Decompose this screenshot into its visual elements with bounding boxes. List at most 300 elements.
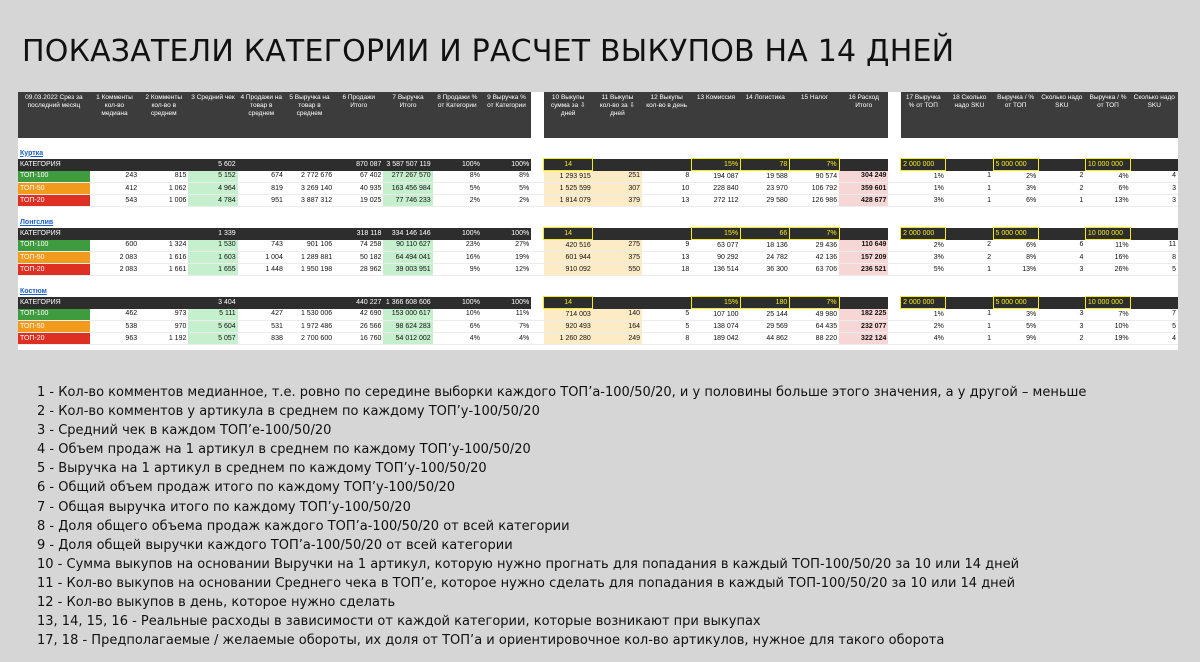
gap-cell xyxy=(888,297,900,309)
table-cell: 1 603 xyxy=(188,252,237,264)
category-empty xyxy=(593,228,642,240)
table-cell: 67 402 xyxy=(334,171,383,183)
section-title: Куртка xyxy=(20,149,44,157)
table-cell: 6% xyxy=(993,240,1038,252)
gap-cell xyxy=(888,159,900,171)
note-line: 11 - Кол-во выкупов на основании Среднего чека в ТОП’е, которое нужно сделать для попадания в каждый ТОП-100/50/20 за 10 или 14 дней xyxy=(37,575,1016,591)
table-cell: 9 xyxy=(642,240,691,252)
category-target3: 10 000 000 xyxy=(1085,228,1130,240)
table-cell: 951 xyxy=(238,195,285,207)
table-cell: 2 xyxy=(946,252,993,264)
metrics-table xyxy=(18,92,1178,345)
row-label: ТОП-50 xyxy=(18,183,90,195)
table-cell: 1 616 xyxy=(139,252,188,264)
section-title: Лонгслив xyxy=(20,218,54,226)
table-cell: 7 xyxy=(1131,309,1178,321)
table-cell: 16% xyxy=(433,252,482,264)
category-commission-pct: 15% xyxy=(691,159,740,171)
column-header: 4 Продажи на товар в среднем xyxy=(238,92,285,138)
category-empty xyxy=(642,228,691,240)
table-cell: 7% xyxy=(1085,309,1130,321)
row-label: ТОП-100 xyxy=(18,171,90,183)
category-target1: 2 000 000 xyxy=(901,159,946,171)
table-cell: 5 xyxy=(1131,264,1178,276)
table-cell: 126 986 xyxy=(790,195,839,207)
table-cell: 63 706 xyxy=(790,264,839,276)
table-cell: 2% xyxy=(901,321,946,333)
category-empty xyxy=(238,297,285,309)
table-cell: 1 448 xyxy=(238,264,285,276)
table-row xyxy=(18,333,1178,345)
gap-cell xyxy=(531,297,543,309)
table-cell: 4 xyxy=(1131,333,1178,345)
category-logistics: 78 xyxy=(741,159,790,171)
category-revenue-pct: 100% xyxy=(482,228,531,240)
table-cell: 910 092 xyxy=(544,264,593,276)
gap-cell xyxy=(531,309,543,321)
blank xyxy=(139,213,1178,228)
section-title: Костюм xyxy=(20,287,47,295)
column-header: Выручка / % от ТОП xyxy=(1085,92,1130,138)
table-cell: 39 003 951 xyxy=(383,264,432,276)
column-header: 6 Продажи Итого xyxy=(334,92,383,138)
table-cell: 5% xyxy=(901,264,946,276)
table-cell: 2% xyxy=(433,195,482,207)
table-cell: 236 521 xyxy=(839,264,888,276)
gap-cell xyxy=(888,228,900,240)
table-cell: 10% xyxy=(1085,321,1130,333)
section-title-row xyxy=(18,282,1178,297)
table-cell: 18 136 xyxy=(741,240,790,252)
table-cell: 42 136 xyxy=(790,252,839,264)
table-cell: 8 xyxy=(642,333,691,345)
gap-cell xyxy=(888,309,900,321)
table-cell: 1 289 881 xyxy=(285,252,334,264)
table-cell: 88 220 xyxy=(790,333,839,345)
table-cell: 4 xyxy=(1038,252,1085,264)
category-tax-pct: 7% xyxy=(790,297,839,309)
table-cell: 9% xyxy=(433,264,482,276)
category-empty xyxy=(90,297,139,309)
category-tax-pct: 7% xyxy=(790,159,839,171)
blank xyxy=(139,144,1178,159)
table-cell: 3% xyxy=(901,252,946,264)
table-cell: 379 xyxy=(593,195,642,207)
table-cell: 29 580 xyxy=(741,195,790,207)
category-sales-total: 870 087 xyxy=(334,159,383,171)
table-cell: 4% xyxy=(433,333,482,345)
table-cell: 1 293 915 xyxy=(544,171,593,183)
table-cell: 5 152 xyxy=(188,171,237,183)
table-cell: 11 xyxy=(1131,240,1178,252)
column-header: Сколько надо SKU xyxy=(1131,92,1178,138)
table-cell: 359 601 xyxy=(839,183,888,195)
category-logistics: 66 xyxy=(741,228,790,240)
category-empty xyxy=(1131,159,1178,171)
category-label: КАТЕГОРИЯ xyxy=(18,228,90,240)
gap-cell xyxy=(888,240,900,252)
column-header: Выручка / % от ТОП xyxy=(993,92,1038,138)
category-days: 14 xyxy=(544,228,593,240)
table-cell: 4% xyxy=(482,333,531,345)
category-row xyxy=(18,228,1178,240)
note-line: 13, 14, 15, 16 - Реальные расходы в зависимости от каждой категории, которые возникают при выкупах xyxy=(37,614,761,630)
gap-cell xyxy=(531,171,543,183)
table-cell: 2 700 600 xyxy=(285,333,334,345)
gap-cell xyxy=(531,195,543,207)
table-cell: 3% xyxy=(993,309,1038,321)
table-cell: 4% xyxy=(1085,171,1130,183)
category-commission-pct: 15% xyxy=(691,297,740,309)
table-cell: 322 124 xyxy=(839,333,888,345)
category-row xyxy=(18,159,1178,171)
category-empty xyxy=(642,159,691,171)
category-days: 14 xyxy=(544,159,593,171)
table-cell: 182 225 xyxy=(839,309,888,321)
column-header: 7 Выручка Итого xyxy=(383,92,432,138)
table-cell: 8 xyxy=(642,171,691,183)
column-header: 8 Продажи % от Категории xyxy=(433,92,482,138)
table-cell: 77 746 233 xyxy=(383,195,432,207)
table-cell: 2 083 xyxy=(90,264,139,276)
table-cell: 12% xyxy=(482,264,531,276)
table-cell: 1 xyxy=(946,264,993,276)
spreadsheet xyxy=(18,92,1178,350)
table-row xyxy=(18,183,1178,195)
category-sales-pct: 100% xyxy=(433,228,482,240)
table-cell: 1 xyxy=(946,321,993,333)
table-cell: 106 792 xyxy=(790,183,839,195)
table-cell: 3% xyxy=(901,195,946,207)
table-cell: 42 690 xyxy=(334,309,383,321)
category-revenue-total: 334 146 146 xyxy=(383,228,432,240)
column-header: 12 Выкупы кол-во в день xyxy=(642,92,691,138)
table-cell: 1 525 599 xyxy=(544,183,593,195)
table-cell: 1 xyxy=(946,195,993,207)
row-label: ТОП-100 xyxy=(18,240,90,252)
table-cell: 23 970 xyxy=(741,183,790,195)
table-cell: 6% xyxy=(1085,183,1130,195)
table-row xyxy=(18,195,1178,207)
gap-cell xyxy=(531,159,543,171)
header-row xyxy=(18,92,1178,138)
table-cell: 8% xyxy=(482,171,531,183)
table-cell: 13 xyxy=(642,195,691,207)
column-header: 1 Комменты кол-во медиана xyxy=(90,92,139,138)
category-sales-pct: 100% xyxy=(433,159,482,171)
category-empty xyxy=(946,159,993,171)
table-cell: 4 xyxy=(1131,171,1178,183)
table-cell: 819 xyxy=(238,183,285,195)
table-cell: 140 xyxy=(593,309,642,321)
table-cell: 23% xyxy=(433,240,482,252)
category-avg-check: 5 602 xyxy=(188,159,237,171)
note-line: 8 - Доля общего объема продаж каждого ТОП’а-100/50/20 от всей категории xyxy=(37,518,570,534)
table-cell: 29 569 xyxy=(741,321,790,333)
gap-cell xyxy=(888,252,900,264)
table-cell: 8% xyxy=(433,171,482,183)
column-header: 3 Средний чек xyxy=(188,92,237,138)
table-cell: 9% xyxy=(993,333,1038,345)
table-cell: 420 516 xyxy=(544,240,593,252)
table-cell: 3 xyxy=(1131,195,1178,207)
category-empty xyxy=(90,159,139,171)
category-target3: 10 000 000 xyxy=(1085,159,1130,171)
gap-cell xyxy=(531,228,543,240)
table-cell: 838 xyxy=(238,333,285,345)
row-label: ТОП-20 xyxy=(18,195,90,207)
gap-cell xyxy=(531,252,543,264)
table-cell: 815 xyxy=(139,171,188,183)
table-cell: 2% xyxy=(901,240,946,252)
category-empty xyxy=(139,228,188,240)
table-cell: 19% xyxy=(482,252,531,264)
category-empty xyxy=(946,297,993,309)
table-row xyxy=(18,240,1178,252)
category-sales-total: 440 227 xyxy=(334,297,383,309)
table-cell: 1 192 xyxy=(139,333,188,345)
gap-cell xyxy=(531,333,543,345)
table-cell: 1 004 xyxy=(238,252,285,264)
category-empty xyxy=(285,228,334,240)
table-cell: 19 025 xyxy=(334,195,383,207)
category-empty xyxy=(1038,228,1085,240)
table-cell: 1 530 xyxy=(188,240,237,252)
table-cell: 5% xyxy=(482,183,531,195)
category-label: КАТЕГОРИЯ xyxy=(18,159,90,171)
category-empty xyxy=(139,159,188,171)
blank xyxy=(139,282,1178,297)
table-cell: 11% xyxy=(482,309,531,321)
category-revenue-total: 3 587 507 119 xyxy=(383,159,432,171)
table-cell: 901 106 xyxy=(285,240,334,252)
gap-cell xyxy=(531,183,543,195)
category-empty xyxy=(238,159,285,171)
row-label: ТОП-50 xyxy=(18,321,90,333)
column-header: Сколько надо SKU xyxy=(1038,92,1085,138)
table-cell: 6 xyxy=(1038,240,1085,252)
table-cell: 3 xyxy=(1038,309,1085,321)
row-label: ТОП-100 xyxy=(18,309,90,321)
table-cell: 64 494 041 xyxy=(383,252,432,264)
category-row xyxy=(18,297,1178,309)
legend-notes xyxy=(37,383,1187,650)
note-line: 2 - Кол-во комментов у артикула в среднем по каждому ТОП’у-100/50/20 xyxy=(37,404,540,420)
table-cell: 601 944 xyxy=(544,252,593,264)
table-cell: 2 xyxy=(946,240,993,252)
table-cell: 6% xyxy=(993,195,1038,207)
category-tax-pct: 7% xyxy=(790,228,839,240)
gap-cell xyxy=(888,333,900,345)
table-cell: 7% xyxy=(482,321,531,333)
table-cell: 64 435 xyxy=(790,321,839,333)
table-cell: 194 087 xyxy=(691,171,740,183)
table-cell: 5 xyxy=(642,321,691,333)
note-line: 4 - Объем продаж на 1 артикул в среднем по каждому ТОП’у-100/50/20 xyxy=(37,442,531,458)
table-cell: 973 xyxy=(139,309,188,321)
table-cell: 189 042 xyxy=(691,333,740,345)
category-logistics: 180 xyxy=(741,297,790,309)
table-cell: 1 260 280 xyxy=(544,333,593,345)
section-title-row xyxy=(18,144,1178,159)
table-cell: 19% xyxy=(1085,333,1130,345)
table-cell: 412 xyxy=(90,183,139,195)
table-cell: 272 112 xyxy=(691,195,740,207)
table-cell: 1 xyxy=(946,183,993,195)
table-cell: 1 661 xyxy=(139,264,188,276)
category-empty xyxy=(839,297,888,309)
table-cell: 16% xyxy=(1085,252,1130,264)
note-line: 9 - Доля общей выручки каждого ТОП’а-100/50/20 от всей категории xyxy=(37,537,513,553)
row-label: ТОП-50 xyxy=(18,252,90,264)
category-empty xyxy=(593,297,642,309)
table-cell: 36 300 xyxy=(741,264,790,276)
table-cell: 138 074 xyxy=(691,321,740,333)
table-cell: 963 xyxy=(90,333,139,345)
column-header: 10 Выкупы сумма за ⇩ дней xyxy=(544,92,593,138)
category-empty xyxy=(946,228,993,240)
column-header: 13 Комиссия xyxy=(691,92,740,138)
category-target3: 10 000 000 xyxy=(1085,297,1130,309)
table-cell: 1 972 486 xyxy=(285,321,334,333)
column-header: 5 Выручка на товар в среднем xyxy=(285,92,334,138)
table-cell: 63 077 xyxy=(691,240,740,252)
table-cell: 5% xyxy=(433,183,482,195)
table-cell: 1 xyxy=(946,333,993,345)
table-cell: 28 962 xyxy=(334,264,383,276)
table-cell: 714 003 xyxy=(544,309,593,321)
table-cell: 550 xyxy=(593,264,642,276)
table-cell: 3% xyxy=(993,183,1038,195)
category-target2: 5 000 000 xyxy=(993,297,1038,309)
table-cell: 2% xyxy=(482,195,531,207)
column-header: 14 Логистика xyxy=(741,92,790,138)
category-empty xyxy=(593,159,642,171)
gap-cell xyxy=(888,264,900,276)
table-cell: 1% xyxy=(901,309,946,321)
table-cell: 5 604 xyxy=(188,321,237,333)
gap-cell xyxy=(531,321,543,333)
table-cell: 10% xyxy=(433,309,482,321)
category-target2: 5 000 000 xyxy=(993,228,1038,240)
table-cell: 243 xyxy=(90,171,139,183)
note-line: 17, 18 - Предполагаемые / желаемые обороты, их доля от ТОП’а и ориентировочное кол-во артикулов, нужное для такого оборота xyxy=(37,633,945,649)
page-title: ПОКАЗАТЕЛИ КАТЕГОРИИ И РАСЧЕТ ВЫКУПОВ НА 14 ДНЕЙ xyxy=(22,34,955,69)
table-cell: 5% xyxy=(993,321,1038,333)
table-cell: 251 xyxy=(593,171,642,183)
category-label: КАТЕГОРИЯ xyxy=(18,297,90,309)
category-empty xyxy=(839,159,888,171)
category-empty xyxy=(238,228,285,240)
gap-cell xyxy=(888,171,900,183)
table-cell: 26% xyxy=(1085,264,1130,276)
category-empty xyxy=(642,297,691,309)
category-target1: 2 000 000 xyxy=(901,297,946,309)
table-cell: 16 760 xyxy=(334,333,383,345)
table-cell: 29 436 xyxy=(790,240,839,252)
table-cell: 1 xyxy=(946,171,993,183)
table-row xyxy=(18,264,1178,276)
note-line: 12 - Кол-во выкупов в день, которое нужно сделать xyxy=(37,595,396,611)
note-line: 10 - Сумма выкупов на основании Выручки на 1 артикул, которую нужно прогнать для попадания в каждый ТОП-100/50/20 за 10 или 14 дней xyxy=(37,556,1020,572)
table-cell: 13% xyxy=(993,264,1038,276)
table-cell: 3 xyxy=(1038,321,1085,333)
table-cell: 24 782 xyxy=(741,252,790,264)
gap-cell xyxy=(888,92,900,138)
table-row xyxy=(18,171,1178,183)
table-cell: 90 292 xyxy=(691,252,740,264)
table-cell: 164 xyxy=(593,321,642,333)
note-line: 5 - Выручка на 1 артикул в среднем по каждому ТОП’у-100/50/20 xyxy=(37,461,487,477)
table-cell: 3 887 312 xyxy=(285,195,334,207)
note-line: 3 - Средний чек в каждом ТОП’е-100/50/20 xyxy=(37,423,332,439)
table-cell: 543 xyxy=(90,195,139,207)
table-cell: 163 456 984 xyxy=(383,183,432,195)
table-cell: 54 012 002 xyxy=(383,333,432,345)
table-cell: 600 xyxy=(90,240,139,252)
category-avg-check: 1 339 xyxy=(188,228,237,240)
table-cell: 1 xyxy=(946,309,993,321)
table-cell: 5 111 xyxy=(188,309,237,321)
category-revenue-pct: 100% xyxy=(482,297,531,309)
section-title-row xyxy=(18,213,1178,228)
table-cell: 13 xyxy=(642,252,691,264)
table-cell: 90 574 xyxy=(790,171,839,183)
column-header: 18 Сколько надо SKU xyxy=(946,92,993,138)
table-cell: 157 209 xyxy=(839,252,888,264)
table-cell: 4% xyxy=(901,333,946,345)
gap-cell xyxy=(531,264,543,276)
table-cell: 2 xyxy=(1038,171,1085,183)
category-target1: 2 000 000 xyxy=(901,228,946,240)
note-line: 6 - Общий объем продаж итого по каждому ТОП’у-100/50/20 xyxy=(37,480,456,496)
row-label: ТОП-20 xyxy=(18,264,90,276)
table-cell: 1 950 198 xyxy=(285,264,334,276)
table-cell: 538 xyxy=(90,321,139,333)
table-cell: 3 xyxy=(1131,183,1178,195)
category-revenue-total: 1 366 608 606 xyxy=(383,297,432,309)
column-header: 09.03.2022 Срез за последний месяц xyxy=(18,92,90,138)
table-cell: 19 588 xyxy=(741,171,790,183)
table-cell: 107 100 xyxy=(691,309,740,321)
table-cell: 249 xyxy=(593,333,642,345)
table-cell: 2 xyxy=(1038,333,1085,345)
table-cell: 1 324 xyxy=(139,240,188,252)
table-cell: 74 258 xyxy=(334,240,383,252)
category-empty xyxy=(285,159,334,171)
table-cell: 49 980 xyxy=(790,309,839,321)
table-cell: 4 784 xyxy=(188,195,237,207)
table-cell: 98 624 283 xyxy=(383,321,432,333)
table-cell: 1% xyxy=(901,171,946,183)
category-days: 14 xyxy=(544,297,593,309)
table-cell: 110 649 xyxy=(839,240,888,252)
category-empty xyxy=(1038,297,1085,309)
table-cell: 531 xyxy=(238,321,285,333)
category-commission-pct: 15% xyxy=(691,228,740,240)
category-sales-pct: 100% xyxy=(433,297,482,309)
table-cell: 5 xyxy=(642,309,691,321)
category-empty xyxy=(1131,228,1178,240)
table-cell: 304 249 xyxy=(839,171,888,183)
table-cell: 3 269 140 xyxy=(285,183,334,195)
gap-cell xyxy=(888,195,900,207)
table-cell: 18 xyxy=(642,264,691,276)
column-header: 15 Налог xyxy=(790,92,839,138)
table-cell: 11% xyxy=(1085,240,1130,252)
table-cell: 275 xyxy=(593,240,642,252)
table-cell: 674 xyxy=(238,171,285,183)
